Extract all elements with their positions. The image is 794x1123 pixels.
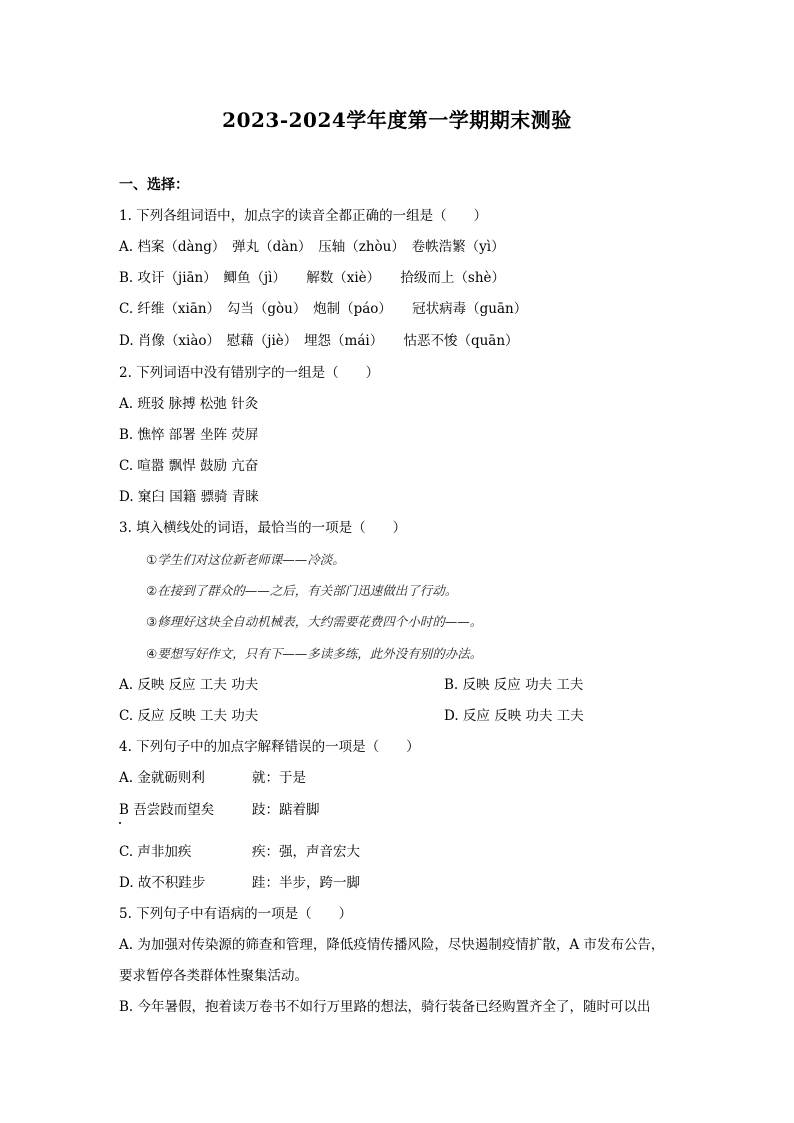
q1-stem: 1. 下列各组词语中，加点字的读音全都正确的一组是（ ） [119, 208, 488, 224]
q4-option-c-explanation: 疾：强，声音宏大 [252, 844, 360, 860]
section-heading: 一、选择： [119, 177, 189, 193]
stray-dot-mark [119, 822, 121, 824]
q3-option-d: D. 反应 反映 功夫 工夫 [444, 708, 584, 724]
q2-option-a: A. 班驳 脉搏 松弛 针灸 [119, 396, 259, 412]
q5-option-a-line1: A. 为加强对传染源的筛查和管理，降低疫情传播风险，尽快遏制疫情扩散，A 市发布公告， [119, 937, 665, 953]
q4-stem: 4. 下列句子中的加点字解释错误的一项是（ ） [119, 739, 420, 755]
q5-option-b-line1: B. 今年暑假，抱着读万卷书不如行万里路的想法，骑行装备已经购置齐全了，随时可以出 [119, 999, 651, 1015]
q3-sentence-2: ②在接到了群众的——之后，有关部门迅速做出了行动。 [146, 583, 458, 598]
q1-option-d: D. 肖像（xiào） 慰藉（jiè） 埋怨（mái） 怙恶不悛（quān） [119, 333, 519, 349]
q2-option-d: D. 窠臼 国籍 骠骑 青睐 [119, 489, 259, 505]
q3-stem: 3. 填入横线处的词语，最恰当的一项是（ ） [119, 520, 407, 536]
q4-option-b-phrase: B 吾尝跂而望矣 [119, 802, 215, 818]
q5-stem: 5. 下列句子中有语病的一项是（ ） [119, 906, 353, 922]
q4-option-b-explanation: 跂：踮着脚 [252, 802, 320, 818]
q4-option-a-phrase: A. 金就砺则利 [119, 770, 205, 786]
q4-option-c-phrase: C. 声非加疾 [119, 844, 192, 860]
q3-option-a: A. 反映 反应 工夫 功夫 [119, 677, 259, 693]
q1-option-a: A. 档案（dàng） 弹丸（dàn） 压轴（zhòu） 卷帙浩繁（yì） [119, 239, 505, 255]
q2-option-b: B. 憔悴 部署 坐阵 荧屏 [119, 427, 259, 443]
q1-option-b: B. 攻讦（jiān） 鲫鱼（jì） 解数（xiè） 拾级而上（shè） [119, 270, 506, 286]
q3-option-b: B. 反映 反应 功夫 工夫 [444, 677, 584, 693]
q2-stem: 2. 下列词语中没有错别字的一组是（ ） [119, 365, 380, 381]
q3-sentence-1: ①学生们对这位新老师课——冷淡。 [146, 552, 345, 567]
q1-option-c: C. 纤维（xiān） 勾当（gòu） 炮制（páo） 冠状病毒（guān） [119, 301, 528, 317]
q3-option-c: C. 反应 反映 工夫 功夫 [119, 708, 259, 724]
exam-title: 2023-2024学年度第一学期期末测验 [222, 108, 572, 132]
q2-option-c: C. 喧嚣 飘悍 鼓励 亢奋 [119, 458, 259, 474]
q4-option-a-explanation: 就：于是 [252, 770, 306, 786]
q5-option-a-line2: 要求暂停各类群体性聚集活动。 [119, 968, 308, 984]
q3-sentence-4: ④要想写好作文，只有下——多读多练，此外没有别的办法。 [146, 646, 483, 661]
q4-option-d-phrase: D. 故不积跬步 [119, 875, 206, 891]
q4-option-d-explanation: 跬：半步，跨一脚 [252, 875, 360, 891]
q3-sentence-3: ③修理好这块全自动机械表，大约需要花费四个小时的——。 [146, 614, 483, 629]
